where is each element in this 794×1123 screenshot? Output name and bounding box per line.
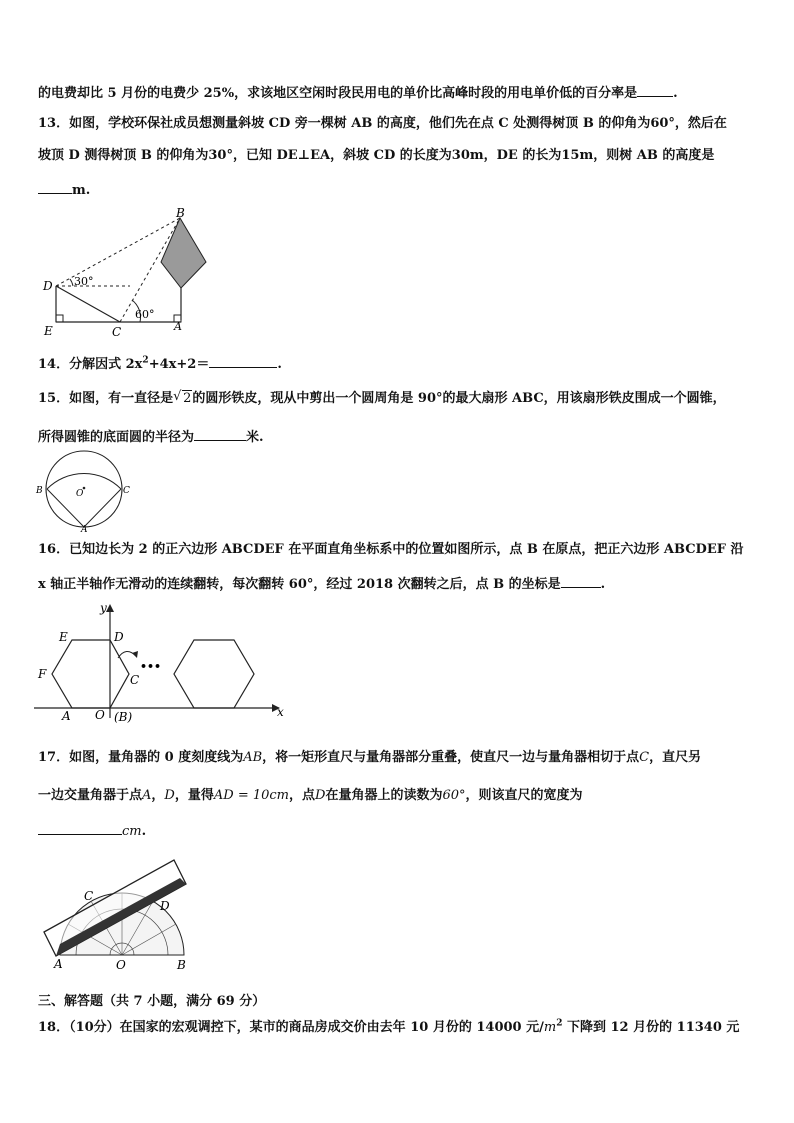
- q17-blank: [38, 822, 122, 835]
- q12-text: 的电费却比 5 月份的电费少 25%，求该地区空闲时段民用电的单价比高峰时段的用电单价低的百分率是: [38, 86, 638, 101]
- q17-line1-d: ，直尺另: [649, 750, 702, 765]
- label-d: D: [160, 899, 170, 913]
- q15-line2-a: 所得圆锥的底面圆的半径为: [38, 430, 195, 445]
- q13-unit: m.: [72, 183, 91, 198]
- label-b: B: [177, 958, 186, 972]
- radical-sign: √: [173, 389, 182, 404]
- q17-line1-a: 17．如图，量角器的 0 度刻度线为: [38, 750, 244, 765]
- rotation-arrow: [118, 651, 136, 658]
- q12-tail-line: [38, 84, 678, 102]
- q16-blank: [561, 575, 601, 588]
- q18-exp: 2: [556, 1018, 563, 1029]
- label-d: D: [43, 279, 53, 293]
- q15-sqrt: [173, 391, 192, 407]
- sector-edge-ac: [84, 489, 121, 527]
- label-y: y: [100, 601, 107, 615]
- q15-figure: [34, 450, 134, 535]
- label-c: C: [112, 325, 122, 339]
- q17-line2-d: ，点: [289, 788, 316, 803]
- q18-unit: m: [543, 1020, 557, 1035]
- label-b: B: [176, 206, 185, 220]
- q17-line1-b: ，将一矩形直尺与量角器部分重叠，使直尺一边与量角器相切于点: [262, 750, 640, 765]
- q13-line1: 13．如图，学校环保社成员想测量斜坡 CD 旁一棵树 AB 的高度，他们先在点 C 处测得树顶 B 的仰角为60°，然后在: [38, 116, 727, 131]
- label-d: D: [114, 630, 124, 644]
- label-c: C: [84, 889, 94, 903]
- label-b: B: [36, 486, 43, 496]
- label-b: (B): [114, 710, 133, 724]
- label-a: A: [54, 957, 63, 971]
- label-o: O: [116, 958, 126, 972]
- q17-d: D: [164, 788, 175, 803]
- label-o: O: [76, 489, 84, 499]
- q17-line2-f: ，则该直尺的宽度为: [465, 788, 583, 803]
- label-a: A: [174, 320, 182, 333]
- tree-crown: [161, 218, 206, 288]
- right-angle-e: [56, 315, 63, 322]
- q17-eq: AD = 10cm: [213, 788, 289, 803]
- q17-c: C: [639, 750, 650, 765]
- q14-line: [38, 355, 282, 373]
- q17-line3: [38, 822, 146, 840]
- label-o: O: [95, 708, 105, 722]
- label-a: A: [81, 525, 88, 535]
- q18-text-a: 18．（10分）在国家的宏观调控下，某市的商品房成交价由去年 10 月份的 14000 元/: [38, 1020, 544, 1035]
- q17-a: A: [142, 788, 152, 803]
- q15-line1-b: 的圆形铁皮，现从中剪出一个圆周角是 90°的最大扇形 ABC，用该扇形铁皮围成一个圆锥，: [192, 391, 726, 406]
- q14-end: .: [277, 357, 282, 372]
- q17-line1: [38, 750, 701, 766]
- label-f: F: [38, 667, 47, 681]
- label-c: C: [130, 673, 140, 687]
- q16-line2-b: .: [600, 577, 606, 592]
- q13-line3: [38, 181, 90, 199]
- section-3-heading: 三、解答题（共 7 小题，满分 69 分）: [38, 994, 266, 1009]
- slope-cd: [56, 286, 120, 322]
- q15-line1-a: 15．如图，有一直径是: [38, 391, 174, 406]
- q16-figure: [34, 598, 294, 728]
- q15-line1: [38, 391, 726, 407]
- rotation-arrowhead: [132, 651, 138, 658]
- q14-blank: [209, 355, 277, 368]
- q17-figure: [40, 858, 200, 973]
- q14-rest: +4x+2＝: [148, 357, 210, 372]
- label-angle-30: 30°: [74, 275, 94, 288]
- q16-line1: 16．已知边长为 2 的正六边形 ABCDEF 在平面直角坐标系中的位置如图所示，点 B 在原点，把正六边形 ABCDEF 沿: [38, 542, 744, 557]
- q12-end: .: [673, 86, 678, 101]
- y-axis-arrow: [106, 604, 114, 612]
- q17-line2-b: ，: [151, 788, 165, 803]
- q15-blank: [194, 428, 246, 441]
- hexagon-abcdef: [52, 640, 129, 708]
- angle-arc-d: [70, 279, 73, 286]
- q17-deg: 60°: [442, 788, 466, 803]
- q17-line2-e: 在量角器上的读数为: [325, 788, 443, 803]
- q17-line2-c: ，量得: [174, 788, 214, 803]
- q16-line2: [38, 575, 605, 593]
- q14-prefix: 14．分解因式 2x: [38, 357, 143, 372]
- label-a: A: [62, 709, 71, 723]
- q18-line: [38, 1020, 739, 1036]
- q15-sqrt-value: 2: [183, 391, 192, 406]
- q17-unit: cm: [122, 824, 142, 839]
- sector-arc: [47, 474, 121, 489]
- label-c: C: [123, 486, 130, 496]
- label-angle-60: 60°: [135, 308, 155, 321]
- continuation-dots: •••: [140, 660, 162, 673]
- q18-text-b: 下降到 12 月份的 11340 元: [562, 1020, 740, 1035]
- q17-d2: D: [315, 788, 326, 803]
- q16-line2-a: x 轴正半轴作无滑动的连续翻转，每次翻转 60°，经过 2018 次翻转之后，点 B 的坐标是: [38, 577, 561, 592]
- q12-blank: [637, 84, 673, 97]
- q15-line2-b: 米.: [246, 430, 264, 445]
- q14-exp: 2: [142, 355, 149, 366]
- q13-line2: 坡顶 D 测得树顶 B 的仰角为30°，已知 DE⊥EA，斜坡 CD 的长度为30m，DE 的长为15m，则树 AB 的高度是: [38, 148, 715, 163]
- label-e: E: [59, 630, 68, 644]
- label-e: E: [44, 324, 53, 338]
- q17-ab: AB: [243, 750, 263, 765]
- q15-line2: [38, 428, 264, 446]
- q17-line2-a: 一边交量角器于点: [38, 788, 143, 803]
- q13-figure: [40, 206, 220, 338]
- q17-line2: [38, 788, 583, 804]
- hexagon-after: [174, 640, 254, 708]
- label-x: x: [277, 705, 284, 719]
- q17-end: .: [141, 824, 147, 839]
- q13-blank: [38, 181, 72, 194]
